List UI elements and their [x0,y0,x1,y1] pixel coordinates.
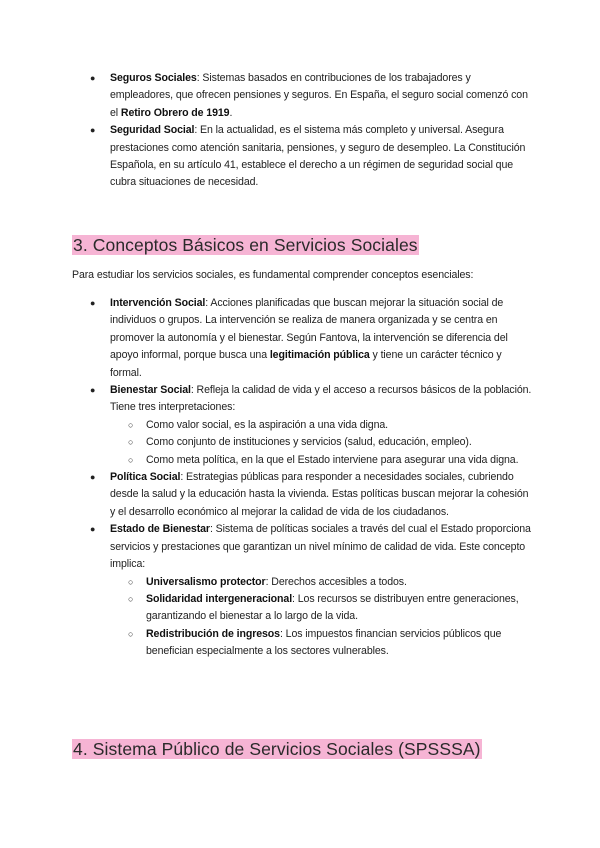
sub-bullet-icon: ○ [128,628,134,639]
term-label: Solidaridad intergeneracional [146,592,293,605]
sub-bullet-icon: ○ [128,437,134,448]
sub-bullet-icon: ○ [128,419,134,430]
bullet-icon: ● [90,125,96,136]
sub-bullet-icon: ○ [128,576,134,587]
item-text: : Sistema de políticas sociales a través del cual el Estado proporciona servicios y prestaciones que garantizan un nivel mínimo de calidad de vida. Este concepto implica: [110,523,531,571]
list-item [72,521,532,660]
item-text: . [229,106,233,119]
heading-highlight: 4. Sistema Público de Servicios Sociales (SPSSSA) [73,739,481,759]
section-heading [72,737,482,761]
list-item [72,382,532,469]
section-heading [72,233,419,257]
item-text: Como conjunto de instituciones y servicios (salud, educación, empleo). [146,436,472,449]
concepts-list [72,295,532,661]
term-label: Intervención Social [110,297,206,309]
bullet-icon: ● [90,298,96,308]
list-item [72,469,532,521]
term-label: Bienestar Social [110,384,191,397]
item-text: : Derechos accesibles a todos. [265,575,407,588]
term-label: Redistribución de ingresos [146,627,280,640]
item-text: : Estrategias públicas para responder a necesidades sociales, cubriendo desde la salud y la educación hasta la vivienda. Estas políticas buscan mejorar la cohesión y el desarrollo económico al mejorar la calidad de vida de los ciudadanos. [110,471,529,518]
sub-list-item [110,591,532,626]
term-label: Política Social [110,471,181,484]
bullet-icon: ● [90,472,96,483]
heading-highlight: 3. Conceptos Básicos en Servicios Sociales [73,235,418,255]
sub-list [110,417,532,469]
bullet-icon: ● [90,524,96,535]
sub-list-item [110,417,532,434]
term-label: Universalismo protector [146,575,266,588]
item-text: : Refleja la calidad de vida y el acceso a recursos básicos de la población. Tiene tres interpretaciones: [110,384,532,414]
item-text: Como valor social, es la aspiración a una vida digna. [146,418,389,431]
list-item [72,70,532,122]
sub-list [110,574,532,661]
bullet-icon: ● [90,73,96,83]
list-item [72,295,532,382]
list-item [72,122,532,192]
term-label: Seguridad Social [110,124,195,137]
sub-list-item [110,626,532,661]
item-text: Como meta política, en la que el Estado interviene para asegurar una vida digna. [146,453,519,466]
sub-list-item [110,452,532,469]
sub-bullet-icon: ○ [128,593,134,604]
term-label: Seguros Sociales [110,72,197,84]
item-text: : Los impuestos financian servicios públicos que benefician especialmente a los sectores vulnerables. [146,627,502,658]
term-label: legitimación pública [269,349,370,362]
term-label: Estado de Bienestar [110,523,210,536]
item-text: : Acciones planificadas que buscan mejorar la situación social de individuos o grupos. La intervención se realiza de manera organizada y se centra en promover la autonomía y el bienestar. Según Fantova, la intervención se diferencia del apoyo informal, porque busca una [110,297,508,362]
sub-list-item [110,434,532,451]
bullet-icon: ● [90,385,96,396]
sub-bullet-icon: ○ [128,454,134,465]
item-text: : Sistemas basados en contribuciones de los trabajadores y empleadores, que ofrecen pensiones y seguros. En España, el seguro social comenzó con el [110,72,528,119]
item-text: : Los recursos se distribuyen entre generaciones, garantizando el bienestar a lo largo de la vida. [146,592,519,623]
item-text: : En la actualidad, es el sistema más completo y universal. Asegura prestaciones como atención sanitaria, pensiones, y seguro de desempleo. La Constitución Española, en su artículo 41, establece el derecho a un régimen de seguridad social que cubra situaciones de necesidad. [110,124,526,189]
item-text: y tiene un carácter técnico y formal. [110,349,502,379]
term-label: Retiro Obrero de 1919 [120,106,230,119]
top-bullet-list [72,70,532,192]
intro-paragraph: Para estudiar los servicios sociales, es fundamental comprender conceptos esenciales: [72,269,474,281]
sub-list-item [110,574,532,591]
